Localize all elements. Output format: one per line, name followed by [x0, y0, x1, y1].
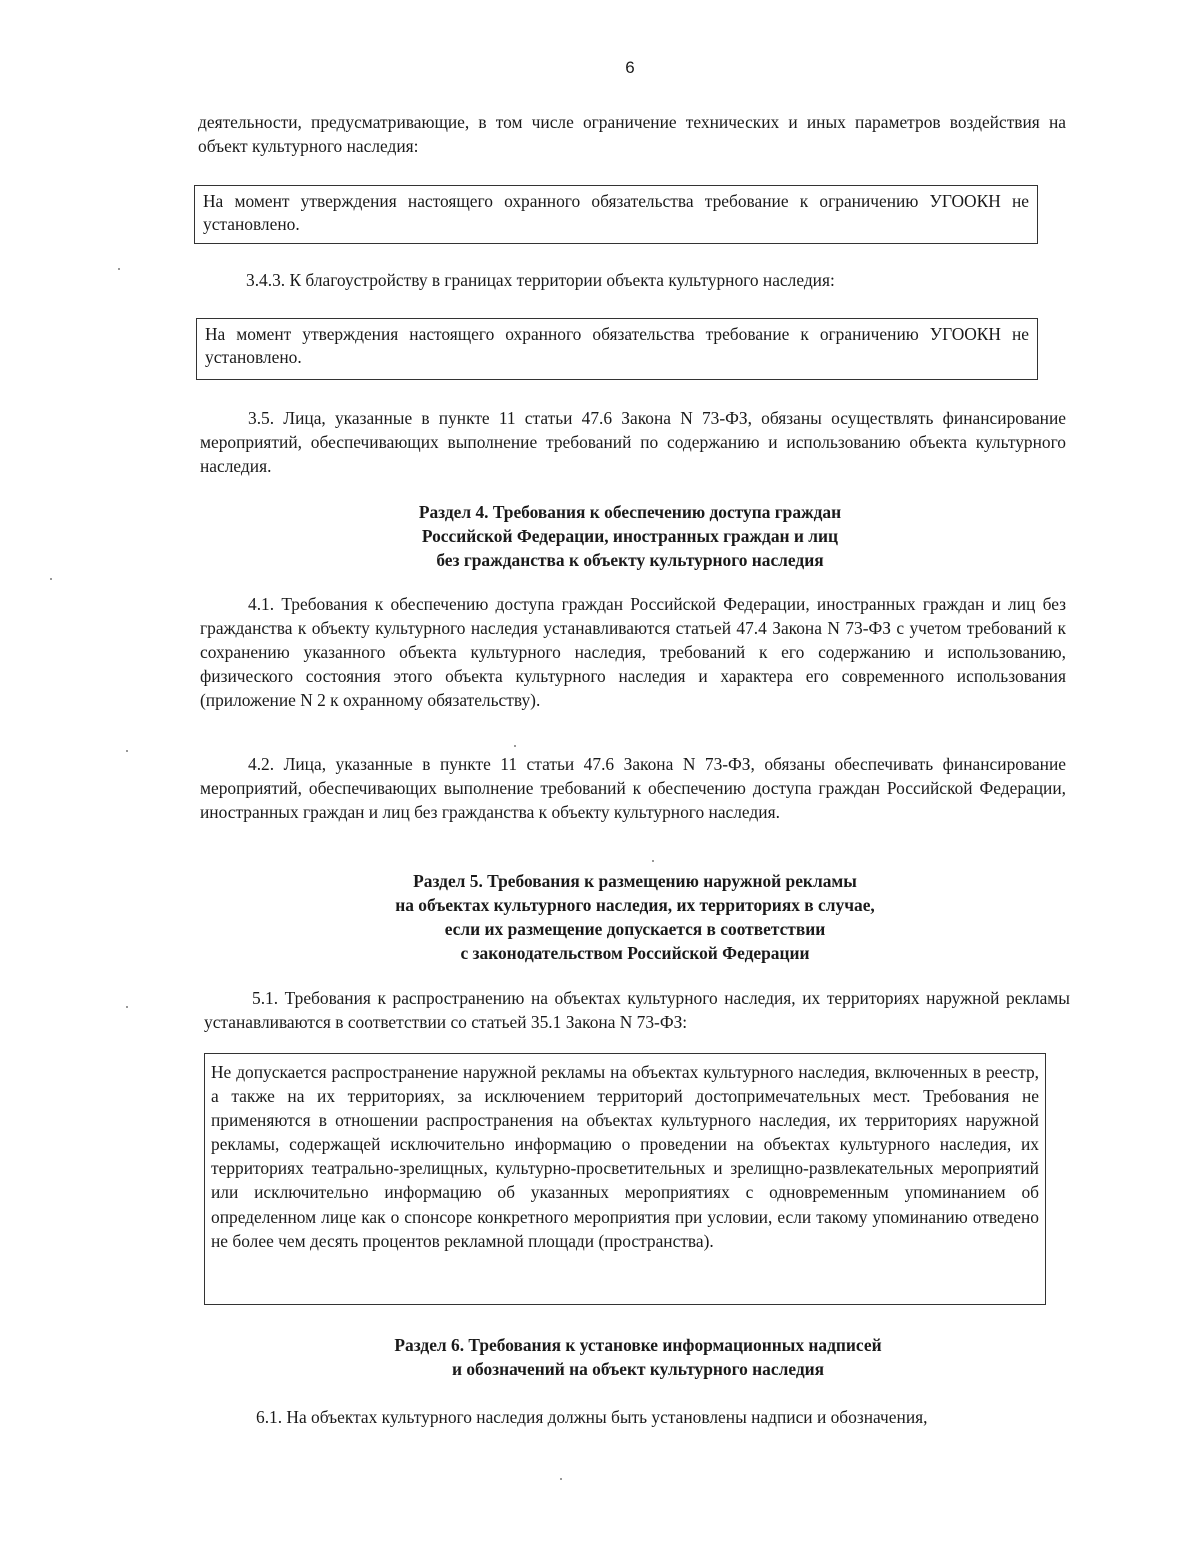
scan-speck	[126, 750, 128, 752]
clause-3-5: 3.5. Лица, указанные в пункте 11 статьи 47.6 Закона N 73-ФЗ, обязаны осуществлять финансирование мероприятий, обеспечивающих выполнение требований по содержанию и использованию объекта культурного наследия.	[200, 408, 1066, 476]
section-6-title-line: и обозначений на объект культурного наследия	[451, 1359, 825, 1379]
section-6-title	[300, 1333, 976, 1381]
scan-speck	[514, 745, 516, 747]
clause-3-4-3: 3.4.3. К благоустройству в границах территории объекта культурного наследия:	[246, 270, 835, 290]
scan-speck	[560, 1478, 562, 1480]
section-5-title-line: на объектах культурного наследия, их территориях в случае,	[395, 895, 875, 915]
section-5-title	[280, 869, 990, 965]
intro-paragraph: деятельности, предусматривающие, в том числе ограничение технических и иных параметров воздействия на объект культурного наследия:	[198, 112, 1066, 156]
scan-speck	[50, 578, 52, 580]
section-4-title-line: Российской Федерации, иностранных граждан и лиц	[421, 526, 839, 546]
requirement-box-1: На момент утверждения настоящего охранного обязательства требование к ограничению УГООКН не установлено.	[194, 185, 1038, 244]
section-5-title-line: Раздел 5. Требования к размещению наружной рекламы	[413, 871, 857, 891]
section-5-title-line: если их размещение допускается в соответствии	[444, 919, 826, 939]
scan-speck	[118, 268, 120, 270]
clause-4-2: 4.2. Лица, указанные в пункте 11 статьи 47.6 Закона N 73-ФЗ, обязаны обеспечивать финансирование мероприятий, обеспечивающих выполнение требований к обеспечению доступа граждан Российской Федерации, иностранных граждан и лиц без гражданства к объекту культурного наследия.	[200, 754, 1066, 822]
clause-4-1: 4.1. Требования к обеспечению доступа граждан Российской Федерации, иностранных граждан и лиц без гражданства к объекту культурного наследия устанавливаются статьей 47.4 Закона N 73-ФЗ с учетом требований к сохранению указанного объекта культурного наследия, требований к его содержанию и использованию, физического состояния этого объекта культурного наследия и характера его современного использования (приложение N 2 к охранному обязательству).	[200, 594, 1066, 710]
scan-speck	[652, 860, 654, 862]
advertising-requirements-box: Не допускается распространение наружной рекламы на объектах культурного наследия, включенных в реестр, а также на их территориях, за исключением территорий достопримечательных мест. Требования не применяются в отношении распространения на объектах культурного наследия, их территориях наружной рекламы, содержащей исключительно информацию о проведении на объектах культурного наследия, их территориях театрально-зрелищных, культурно-просветительных и зрелищно-развлекательных мероприятий или исключительно информацию об указанных мероприятиях с одновременным упоминанием об определенном лице как о спонсоре конкретного мероприятия при условии, если такому упоминанию отведено не более чем десять процентов рекламной площади (пространства).	[204, 1053, 1046, 1305]
section-4-title-line: без гражданства к объекту культурного наследия	[436, 550, 824, 570]
clause-6-1: 6.1. На объектах культурного наследия должны быть установлены надписи и обозначения,	[256, 1407, 928, 1427]
page-number: 6	[625, 58, 635, 77]
section-6-title-line: Раздел 6. Требования к установке информационных надписей	[394, 1335, 882, 1355]
section-4-title-line: Раздел 4. Требования к обеспечению доступа граждан	[418, 502, 842, 522]
section-4-title	[300, 500, 960, 572]
requirement-box-2: На момент утверждения настоящего охранного обязательства требование к ограничению УГООКН не установлено.	[196, 318, 1038, 380]
section-5-title-line: с законодательством Российской Федерации	[460, 943, 810, 963]
scan-speck	[126, 1006, 128, 1008]
clause-5-1: 5.1. Требования к распространению на объектах культурного наследия, их территориях наружной рекламы устанавливаются в соответствии со статьей 35.1 Закона N 73-ФЗ:	[204, 988, 1070, 1032]
